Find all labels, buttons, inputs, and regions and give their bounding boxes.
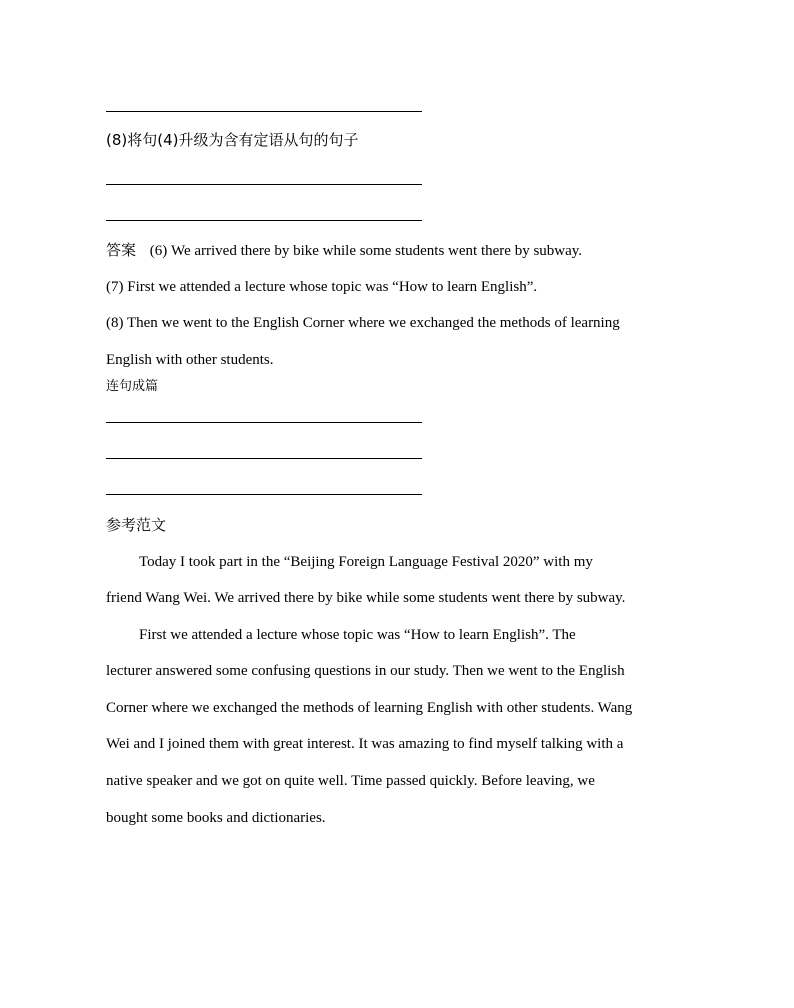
blank-answer-line	[106, 422, 422, 423]
answer-text-6: (6) We arrived there by bike while some students went there by subway.	[149, 243, 583, 259]
sample-heading: 参考范文	[106, 516, 167, 534]
blank-answer-line	[106, 458, 422, 459]
essay-line: native speaker and we got on quite well. Time passed quickly. Before leaving, we	[106, 773, 595, 789]
answer-label: 答案	[106, 241, 137, 259]
essay-line: Wei and I joined them with great interest. It was amazing to find myself talking with a	[106, 736, 624, 752]
essay-line: Today I took part in the “Beijing Foreign Language Festival 2020” with my	[139, 554, 593, 570]
blank-answer-line	[106, 184, 422, 185]
essay-line: bought some books and dictionaries.	[106, 810, 326, 826]
essay-line: First we attended a lecture whose topic was “How to learn English”. The	[139, 627, 576, 643]
compose-heading: 连句成篇	[106, 379, 159, 394]
answer-line-7: (7) First we attended a lecture whose topic was “How to learn English”.	[106, 279, 538, 295]
task-8-prompt: (8)将句(4)升级为含有定语从句的句子	[106, 131, 359, 149]
answer-line-8a: (8) Then we went to the English Corner where we exchanged the methods of learning	[106, 315, 620, 331]
blank-answer-line	[106, 220, 422, 221]
essay-line: lecturer answered some confusing questions in our study. Then we went to the English	[106, 663, 625, 679]
essay-line: Corner where we exchanged the methods of learning English with other students. Wang	[106, 700, 633, 716]
answer-line-8b: English with other students.	[106, 352, 274, 368]
essay-line: friend Wang Wei. We arrived there by bike while some students went there by subway.	[106, 590, 626, 606]
blank-answer-line	[106, 111, 422, 112]
blank-answer-line	[106, 494, 422, 495]
answer-line-6	[106, 240, 582, 261]
